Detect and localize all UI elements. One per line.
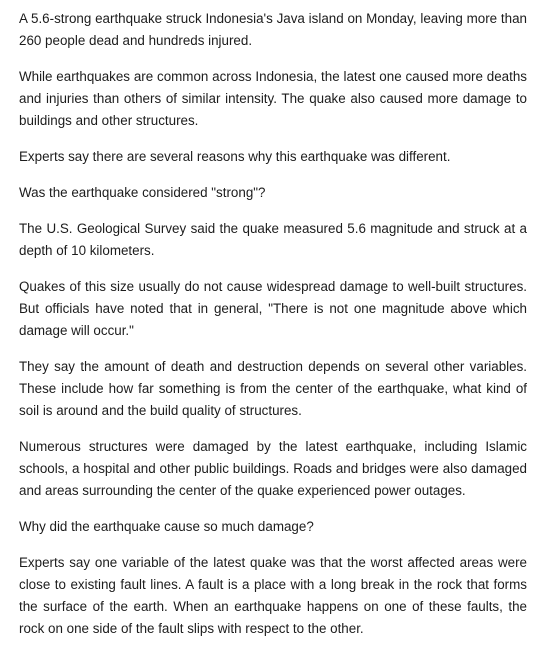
paragraph-deaths-context: While earthquakes are common across Indonesia, the latest one caused more deaths and injuries than others of similar intensity. The quake also caused more damage to buildings and other structures. <box>19 69 527 128</box>
paragraph-quake-size: Quakes of this size usually do not cause widespread damage to well-built structures. But officials have noted that in general, "There is not one magnitude above which damage will occur." <box>19 279 527 338</box>
section-question-damage: Why did the earthquake cause so much damage? <box>19 519 314 534</box>
section-question-strong: Was the earthquake considered "strong"? <box>19 185 266 200</box>
paragraph-intro: A 5.6-strong earthquake struck Indonesia's Java island on Monday, leaving more than 260 people dead and hundreds injured. <box>19 11 527 48</box>
paragraph-structures-damaged: Numerous structures were damaged by the latest earthquake, including Islamic schools, a hospital and other public buildings. Roads and bridges were also damaged and areas surrounding the center of the quake experienced power outages. <box>19 439 527 498</box>
paragraph-variables: They say the amount of death and destruction depends on several other variables. These include how far something is from the center of the earthquake, what kind of soil is around and the build quality of structures. <box>19 359 527 418</box>
article-body <box>19 8 527 654</box>
paragraph-usgs-magnitude: The U.S. Geological Survey said the quake measured 5.6 magnitude and struck at a depth of 10 kilometers. <box>19 221 527 258</box>
paragraph-experts-reasons: Experts say there are several reasons why this earthquake was different. <box>19 149 451 164</box>
paragraph-fault-lines: Experts say one variable of the latest quake was that the worst affected areas were close to existing fault lines. A fault is a place with a long break in the rock that forms the surface of the earth. When an earthquake happens on one of these faults, the rock on one side of the fault slips with respect to the other. <box>19 555 527 636</box>
